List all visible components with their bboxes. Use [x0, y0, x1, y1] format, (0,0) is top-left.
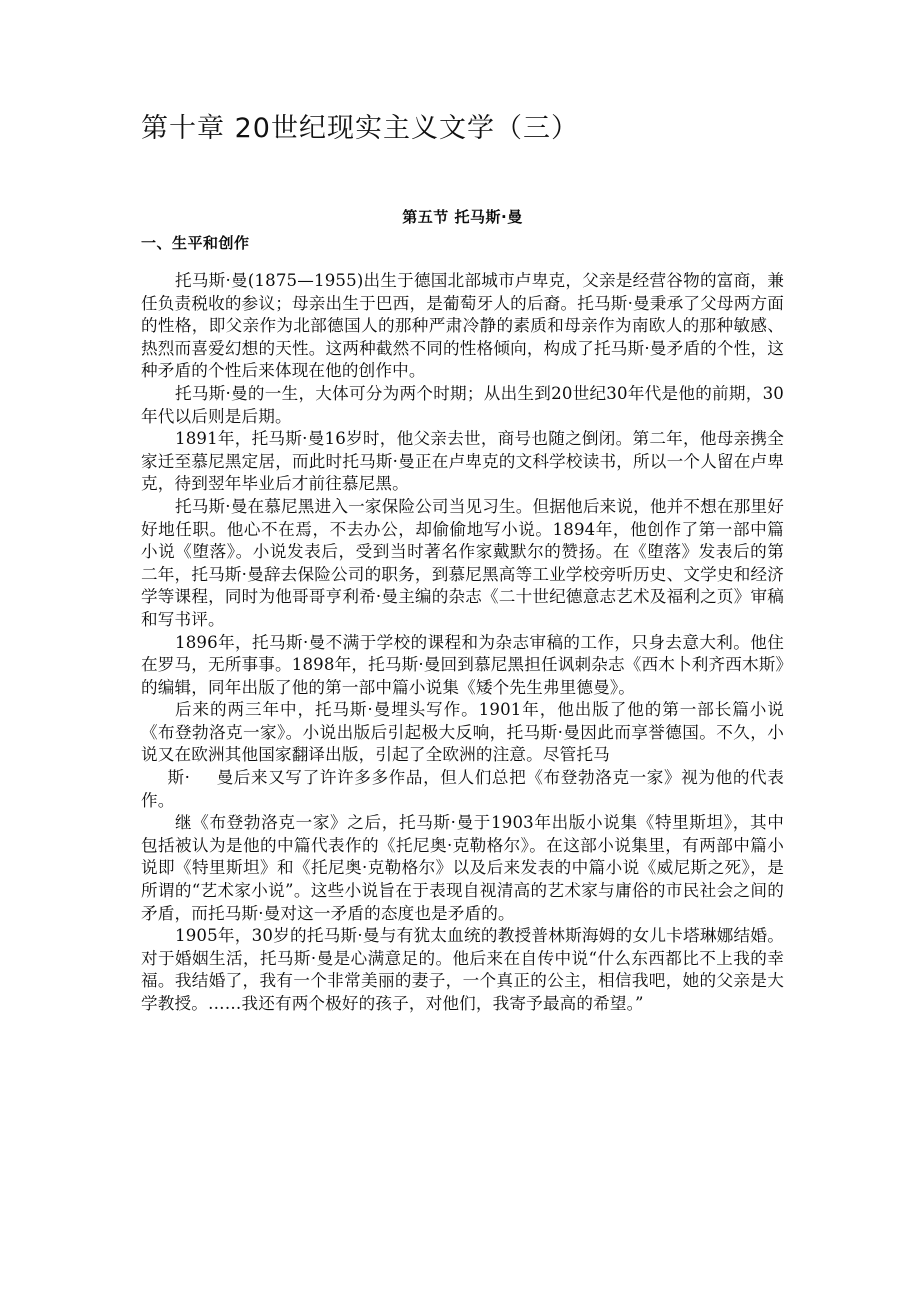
body-text: [141, 254, 784, 1016]
paragraph: 1905年，30岁的托马斯·曼与有犹太血统的教授普林斯海姆的女儿卡塔琳娜结婚。对于婚姻生活，托马斯·曼是心满意足的。他后来在自传中说“什么东西都比不上我的幸福。我结婚了，我有一个非常美丽的妻子，一个真正的公主，相信我吧，她的父亲是大学教授。……我还有两个极好的孩子，对他们，我寄予最高的希望。”: [141, 926, 784, 1013]
paragraph: 继《布登勃洛克一家》之后，托马斯·曼于1903年出版小说集《特里斯坦》，其中包括被认为是他的中篇代表作的《托尼奥·克勒格尔》。在这部小说集里，有两部中篇小说即《特里斯坦》和《托尼奥·克勒格尔》以及后来发表的中篇小说《威尼斯之死》，是所谓的“艺术家小说”。这些小说旨在于表现自视清高的艺术家与庸俗的市民社会之间的矛盾，而托马斯·曼对这一矛盾的态度也是矛盾的。: [141, 813, 784, 923]
paragraph: 托马斯·曼的一生，大体可分为两个时期；从出生到20世纪30年代是他的前期，30年代以后则是后期。: [141, 383, 784, 426]
paragraph: 托马斯·曼在慕尼黑进入一家保险公司当见习生。但据他后来说，他并不想在那里好好地任职。他心不在焉，不去办公，却偷偷地写小说。1894年，他创作了第一部中篇小说《堕落》。小说发表后，受到当时著名作家戴默尔的赞扬。在《堕落》发表后的第二年，托马斯·曼辞去保险公司的职务，到慕尼黑高等工业学校旁听历史、文学史和经济学等课程，同时为他哥哥亨利希·曼主编的杂志《二十世纪德意志艺术及福利之页》审稿和写书评。: [141, 496, 784, 629]
paragraph: 托马斯·曼(1875—1955)出生于德国北部城市卢卑克，父亲是经营谷物的富商，兼任负责税收的参议；母亲出生于巴西，是葡萄牙人的后裔。托马斯·曼秉承了父母两方面的性格，即父亲作为北部德国人的那种严肃冷静的素质和母亲作为南欧人的那种敏感、热烈而喜爱幻想的天性。这两种截然不同的性格倾向，构成了托马斯·曼矛盾的个性，这种矛盾的个性后来体现在他的创作中。: [141, 271, 784, 381]
paragraph-segment-a: 后来的两三年中，托马斯·曼埋头写作。1901年，他出版了他的第一部长篇小说《布登勃洛克一家》。小说出版后引起极大反响，托马斯·曼因此而享誉德国。不久，小说又在欧洲其他国家翻译出版，引起了全欧洲的注意。尽管托马: [141, 700, 784, 765]
page-content: [141, 0, 784, 1016]
paragraph-with-forced-break: [141, 699, 784, 812]
sub-heading: 一、生平和创作: [141, 234, 250, 252]
paragraph: 1891年，托马斯·曼16岁时，他父亲去世，商号也随之倒闭。第二年，他母亲携全家迁至慕尼黑定居，而此时托马斯·曼正在卢卑克的文科学校读书，所以一个人留在卢卑克，待到翌年毕业后才前往慕尼黑。: [141, 429, 784, 494]
paragraph-segment-b-lead: 斯·: [167, 768, 191, 788]
paragraph-segment-b: 曼后来又写了许许多多作品，但人们总把《布登勃洛克一家》视为他的代表作。: [141, 768, 785, 810]
section-heading: 第五节 托马斯·曼: [402, 208, 523, 226]
paragraph: 1896年，托马斯·曼不满于学校的课程和为杂志审稿的工作，只身去意大利。他住在罗马，无所事事。1898年，托马斯·曼回到慕尼黑担任讽刺杂志《西木卜利齐西木斯》的编辑，同年出版了他的第一部中篇小说集《矮个先生弗里德曼》。: [141, 632, 784, 697]
page-title: 第十章 20世纪现实主义文学（三）: [141, 113, 579, 144]
